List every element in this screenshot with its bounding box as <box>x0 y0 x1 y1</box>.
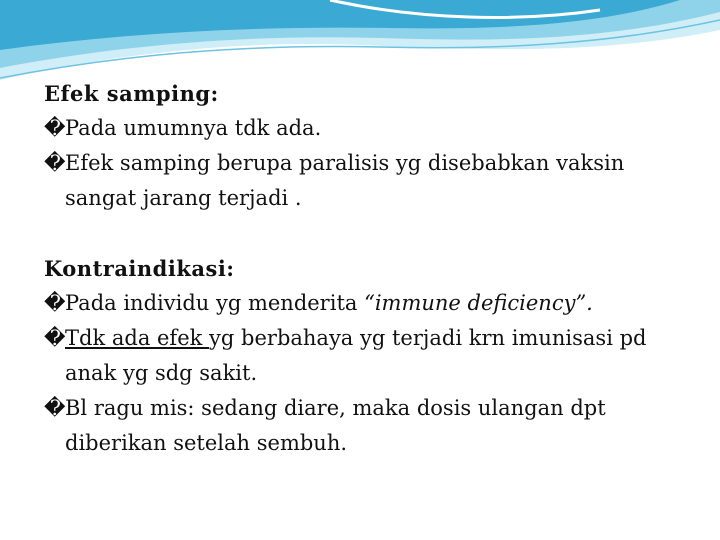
section-heading-efek-samping: Efek samping: <box>44 81 219 106</box>
list-item-text: Efek samping berupa paralisis yg disebabkan vaksin sangat jarang terjadi . <box>65 151 625 210</box>
bullet-icon: � <box>44 116 66 140</box>
list-item <box>44 111 694 146</box>
bullet-icon: � <box>44 151 66 175</box>
bullet-icon: � <box>44 326 66 350</box>
list-item-text: Pada individu yg menderita <box>65 291 365 315</box>
section-heading-kontraindikasi: Kontraindikasi: <box>44 256 235 281</box>
list-item <box>44 286 694 321</box>
list-item-text: yg berbahaya yg terjadi krn imunisasi pd anak yg sdg sakit. <box>65 326 647 385</box>
list-item <box>44 391 694 461</box>
list-item-text: Pada umumnya tdk ada. <box>65 116 322 140</box>
list-item-underlined-text: Tdk ada efek <box>65 326 210 350</box>
bullet-icon: � <box>44 291 66 315</box>
bullet-icon: � <box>44 396 66 420</box>
spacer <box>44 216 694 251</box>
list-item-text: Bl ragu mis: sedang diare, maka dosis ulangan dpt diberikan setelah sembuh. <box>65 396 606 455</box>
list-item <box>44 146 694 216</box>
list-item-italic-term: “immune deficiency”. <box>364 291 593 315</box>
slide-content <box>44 76 694 461</box>
list-item <box>44 321 694 391</box>
